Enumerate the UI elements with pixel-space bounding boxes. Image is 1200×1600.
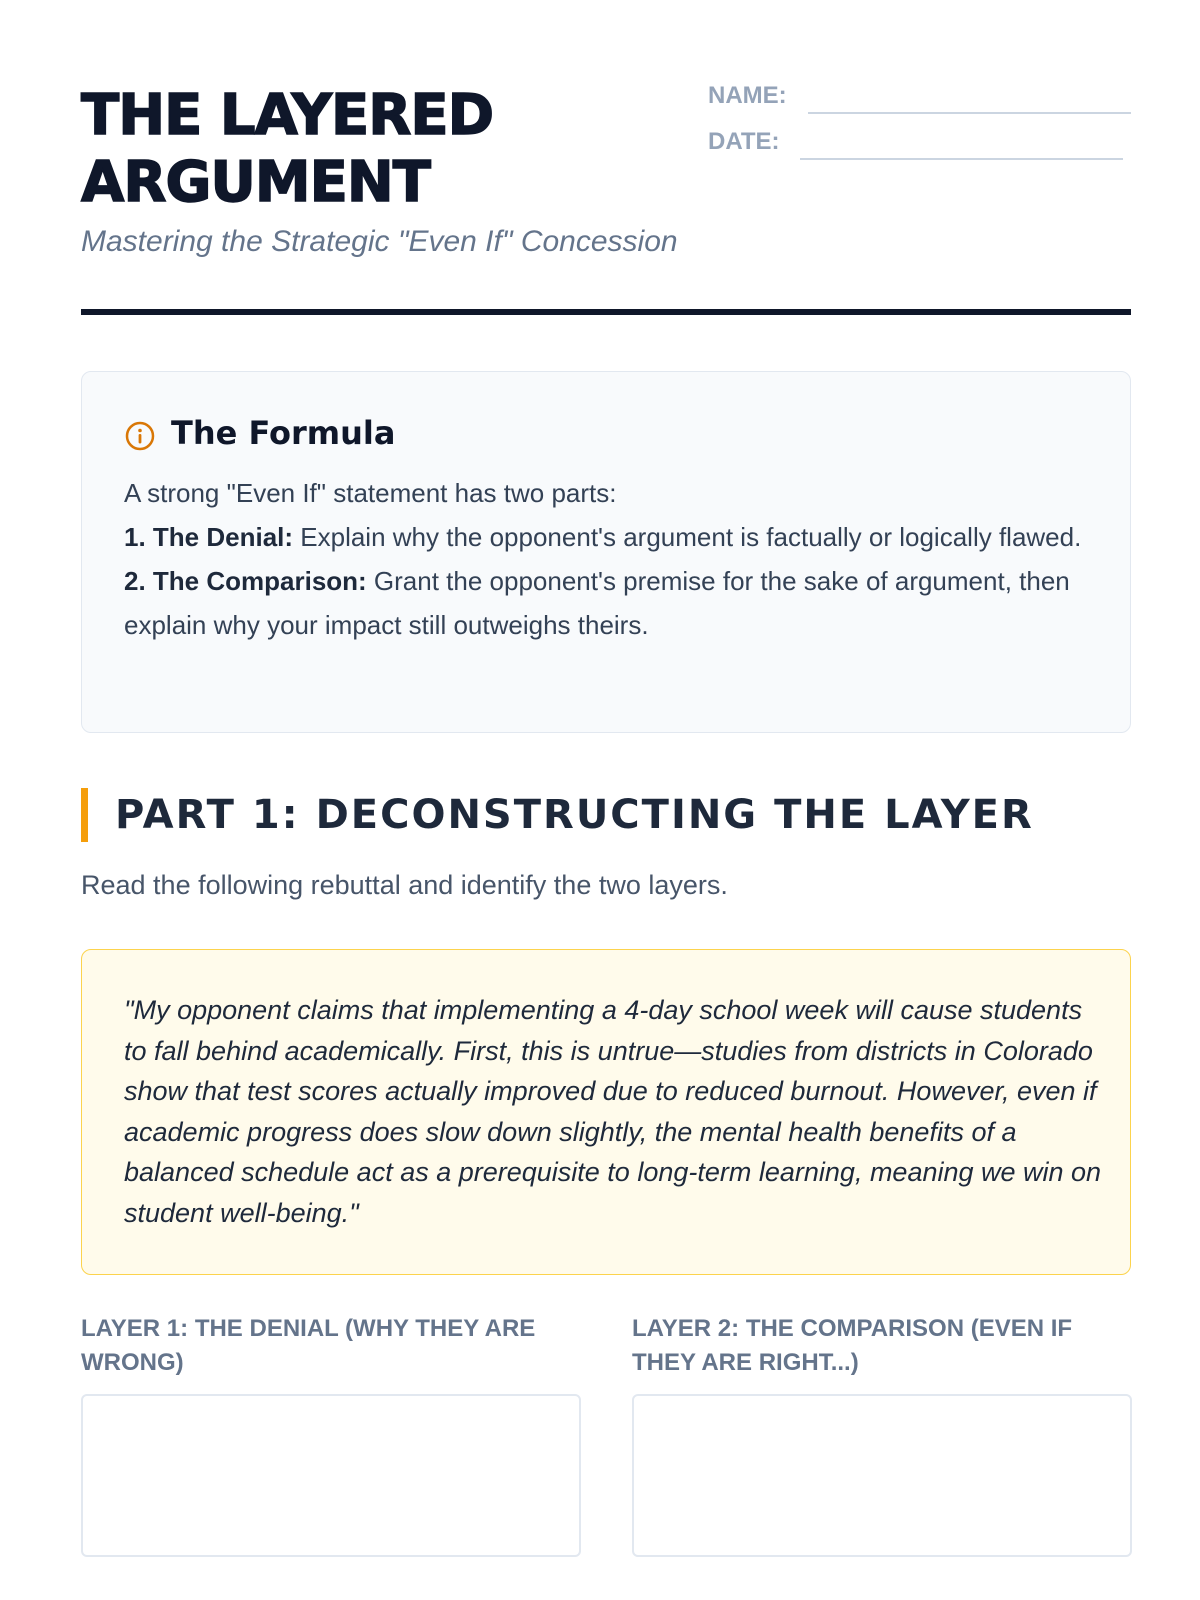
comparison-label: 2. The Comparison: xyxy=(124,566,367,596)
denial-text: Explain why the opponent's argument is factually or logically flawed. xyxy=(293,522,1082,552)
title-line-2: ARGUMENT xyxy=(81,150,430,215)
date-line[interactable] xyxy=(800,158,1123,160)
comparison-text: Grant the opponent's premise for the sake of argument, then explain why your impact still outweighs theirs. xyxy=(124,566,1070,640)
formula-box xyxy=(81,371,1131,733)
layer-2-label: LAYER 2: THE COMPARISON (EVEN IF THEY ARE RIGHT...) xyxy=(632,1315,1073,1376)
section-title: PART 1: DECONSTRUCTING THE LAYER xyxy=(115,792,1034,838)
page-subtitle: Mastering the Strategic "Even If" Concession xyxy=(81,225,678,258)
section-accent-bar xyxy=(81,788,88,842)
layer-2-answer-box[interactable] xyxy=(632,1394,1132,1557)
section-instruction: Read the following rebuttal and identify the two layers. xyxy=(81,870,728,900)
layer-1-answer-box[interactable] xyxy=(81,1394,581,1557)
date-label: DATE: xyxy=(708,128,780,155)
formula-body xyxy=(124,471,1094,647)
header-divider xyxy=(81,309,1131,315)
formula-title: The Formula xyxy=(171,414,396,452)
formula-intro: A strong "Even If" statement has two parts: xyxy=(124,478,617,508)
rebuttal-quote-box xyxy=(81,949,1131,1275)
page-title xyxy=(81,82,493,216)
formula-denial xyxy=(124,515,1094,559)
denial-label: 1. The Denial: xyxy=(124,522,294,552)
title-line-1: THE LAYERED xyxy=(81,83,494,148)
worksheet-page xyxy=(81,0,1131,1600)
name-label: NAME: xyxy=(708,82,787,109)
rebuttal-quote: "My opponent claims that implementing a 4-day school week will cause students to fall behind academically. First, this is untrue—studies from districts in Colorado show that test scores actually improved due to reduced burnout. However, even if academic progress does slow down slightly, the mental health benefits of a balanced schedule act as a prerequisite to long-term learning, meaning we win on student well-being." xyxy=(124,995,1102,1228)
layer-1-label: LAYER 1: THE DENIAL (WHY THEY ARE WRONG) xyxy=(81,1315,536,1376)
formula-comparison xyxy=(124,559,1094,647)
info-circle-icon xyxy=(124,420,156,452)
name-line[interactable] xyxy=(808,112,1131,114)
